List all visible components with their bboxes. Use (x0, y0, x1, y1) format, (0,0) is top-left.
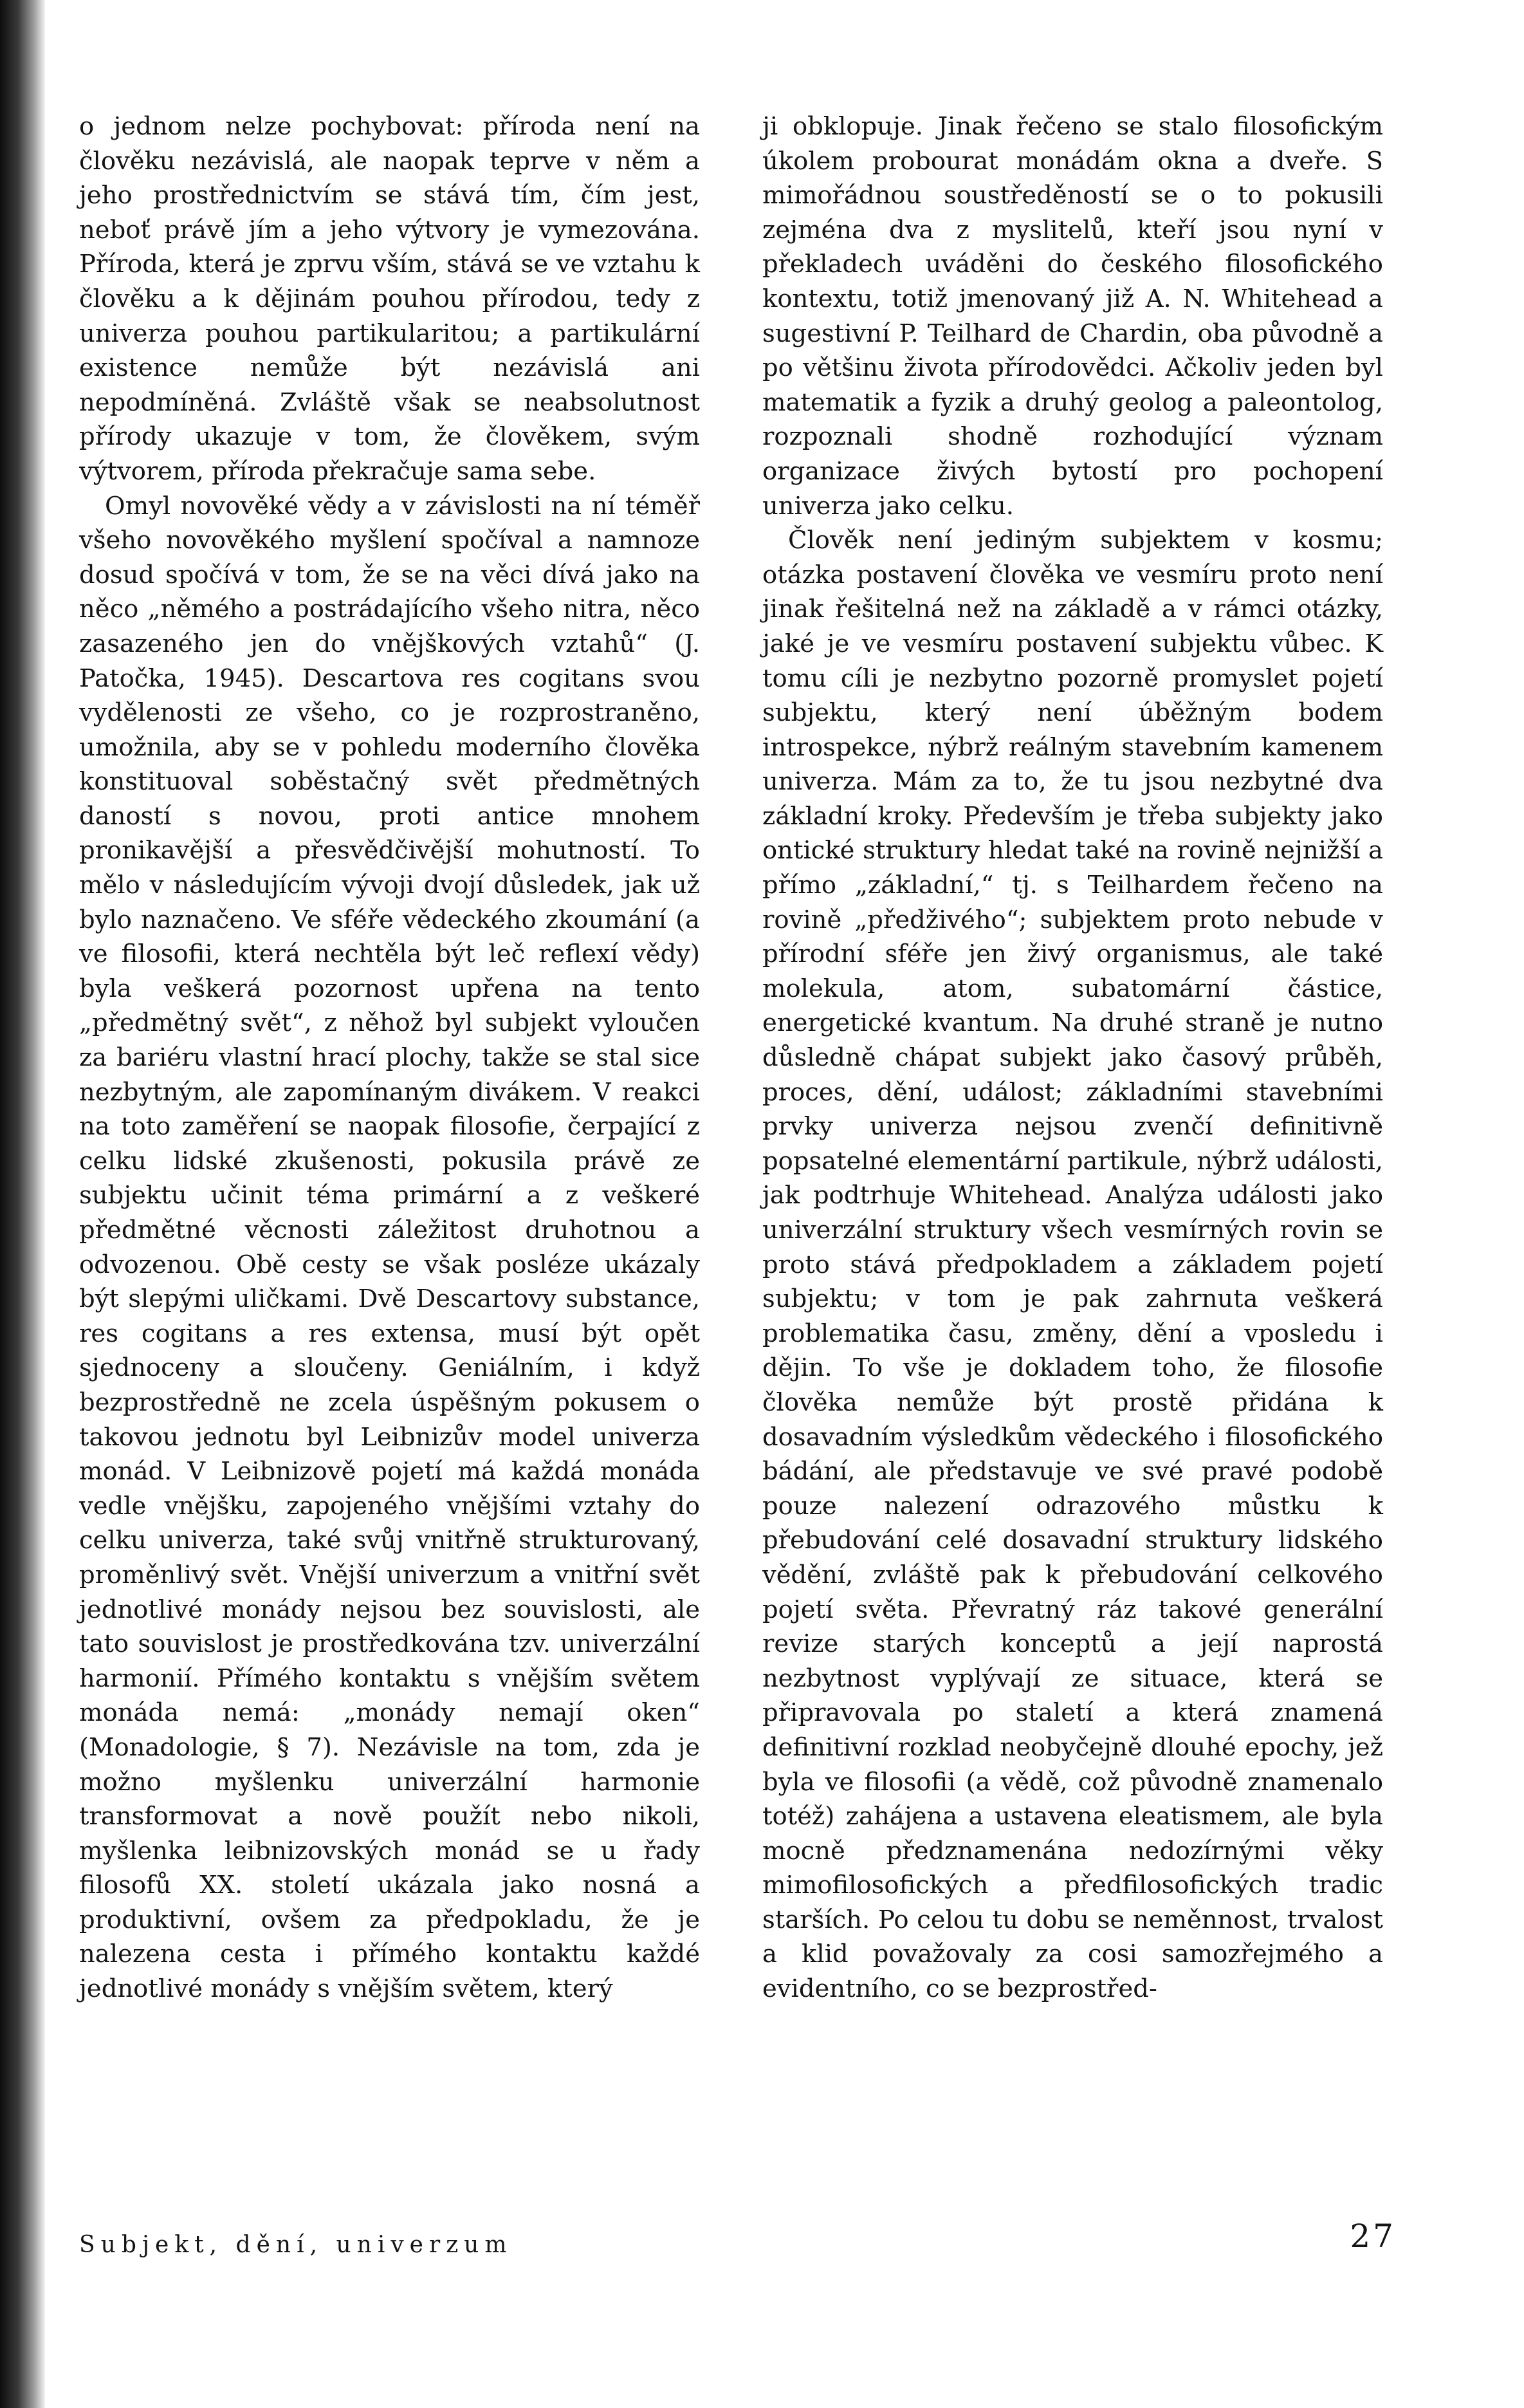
page-number: 27 (1350, 2218, 1396, 2255)
left-paragraph-1: o jednom nelze pochybovat: příroda není na člověku nezávislá, ale naopak teprve v něm a jeho prostřednictvím se stává tím, čím jest, neboť právě jím a jeho výtvory je vymezována. Příroda, která je zprvu vším, stává se ve vztahu k člověku a k dějinám pouhou přírodou, tedy z univerza pouhou partikularitou; a partikulární existence nemůže být nezávislá ani nepodmíněná. Zvláště však se neabsolutnost přírody ukazuje v tom, že člověkem, svým výtvorem, příroda překračuje sama sebe. (79, 112, 700, 486)
page-binding-shadow (0, 0, 45, 2408)
right-text-column (762, 109, 1383, 2006)
running-footer-title: Subjekt, dění, univerzum (79, 2232, 513, 2258)
left-text-column (79, 109, 700, 2006)
left-paragraph-2: Omyl novověké vědy a v závislosti na ní téměř všeho novověkého myšlení spočíval a namnoze dosud spočívá v tom, že se na věci dívá jako na něco „němého a postrádajícího všeho nitra, něco zasazeného jen do vnějškových vztahů“ (J. Patočka, 1945). Descartova res cogitans svou vydělenosti ze všeho, co je rozprostraněno, umožnila, aby se v pohledu moderního člověka konstituoval soběstačný svět předmětných daností s novou, proti antice mnohem pronikavější a přesvědčivější mohutností. To mělo v následujícím vývoji dvojí důsledek, jak už bylo naznačeno. Ve sféře vědeckého zkoumání (a ve filosofii, která nechtěla být leč reflexí vědy) byla veškerá pozornost upřena na tento „předmětný svět“, z něhož byl subjekt vyloučen za bariéru vlastní hrací plochy, takže se stal sice nezbytným, ale zapomínaným divákem. V reakci na toto zaměření se naopak filosofie, čerpající z celku lidské zkušenosti, pokusila právě ze subjektu učinit téma primární a z veškeré předmětné věcnosti záležitost druhotnou a odvozenou. Obě cesty se však posléze ukázaly být slepými uličkami. Dvě Descartovy substance, res cogitans a res extensa, musí být opět sjednoceny a sloučeny. Geniálním, i když bezprostředně ne zcela úspěšným pokusem o takovou jednotu byl Leibnizův model univerza monád. V Leibnizově pojetí má každá monáda vedle vnějšku, zapojeného vnějšími vztahy do celku univerza, také svůj vnitřně strukturovaný, proměnlivý svět. Vnější univerzum a vnitřní svět jednotlivé monády nejsou bez souvislosti, ale tato souvislost je prostředkována tzv. univerzální harmonií. Přímého kontaktu s vnějším světem monáda nemá: „monády nemají oken“ (Monadologie, § 7). Nezávisle na tom, zda je možno myšlenku univerzální harmonie transformovat a nově použít nebo nikoli, myšlenka leibnizovských monád se u řady filosofů XX. století ukázala jako nosná a produktivní, ovšem za předpokladu, že je nalezena cesta i přímého kontaktu každé jednotlivé monády s vnějším světem, který (79, 491, 700, 2004)
right-paragraph-2: Člověk není jediným subjektem v kosmu; otázka postavení člověka ve vesmíru proto není jinak řešitelná než na základě a v rámci otázky, jaké je ve vesmíru postavení subjektu vůbec. K tomu cíli je nezbytno pozorně promyslet pojetí subjektu, který není úběžným bodem introspekce, nýbrž reálným stavebním kamenem univerza. Mám za to, že tu jsou nezbytné dva základní kroky. Především je třeba subjekty jako ontické struktury hledat také na rovině nejnižší a přímo „základní,“ tj. s Teilhardem řečeno na rovině „předživého“; subjektem proto nebude v přírodní sféře jen živý organismus, ale také molekula, atom, subatomární částice, energetické kvantum. Na druhé straně je nutno důsledně chápat subjekt jako časový průběh, proces, dění, událost; základními stavebními prvky univerza nejsou zvenčí definitivně popsatelné elementární partikule, nýbrž události, jak podtrhuje Whitehead. Analýza události jako univerzální struktury všech vesmírných rovin se proto stává předpokladem a základem pojetí subjektu; v tom je pak zahrnuta veškerá problematika času, změny, dění a vposledu i dějin. To vše je dokladem toho, že filosofie člověka nemůže být prostě přidána k dosavadním výsledkům vědeckého i filosofického bádání, ale představuje ve své pravé podobě pouze nalezení odrazového můstku k přebudování celé dosavadní struktury lidského vědění, zvláště pak k přebudování celkového pojetí světa. Převratný ráz takové generální revize starých konceptů a její naprostá nezbytnost vyplývají ze situace, která se připravovala po staletí a která znamená definitivní rozklad neobyčejně dlouhé epochy, jež byla ve filosofii (a vědě, což původně znamenalo totéž) zahájena a ustavena eleatismem, ale byla mocně předznamenána nedozírnými věky mimofilosofických a předfilosofických tradic starších. Po celou tu dobu se neměnnost, trvalost a klid považovaly za cosi samozřejmého a evidentního, co se bezprostřed- (762, 526, 1383, 2004)
right-paragraph-1: ji obklopuje. Jinak řečeno se stalo filosofickým úkolem probourat monádám okna a dveře. S mimořádnou soustředěností se o to pokusili zejména dva z myslitelů, kteří jsou nyní v překladech uváděni do českého filosofického kontextu, totiž jmenovaný již A. N. Whitehead a sugestivní P. Teilhard de Chardin, oba původně a po většinu života přírodovědci. Ačkoliv jeden byl matematik a fyzik a druhý geolog a paleontolog, rozpoznali shodně rozhodující význam organizace živých bytostí pro pochopení univerza jako celku. (762, 112, 1383, 521)
